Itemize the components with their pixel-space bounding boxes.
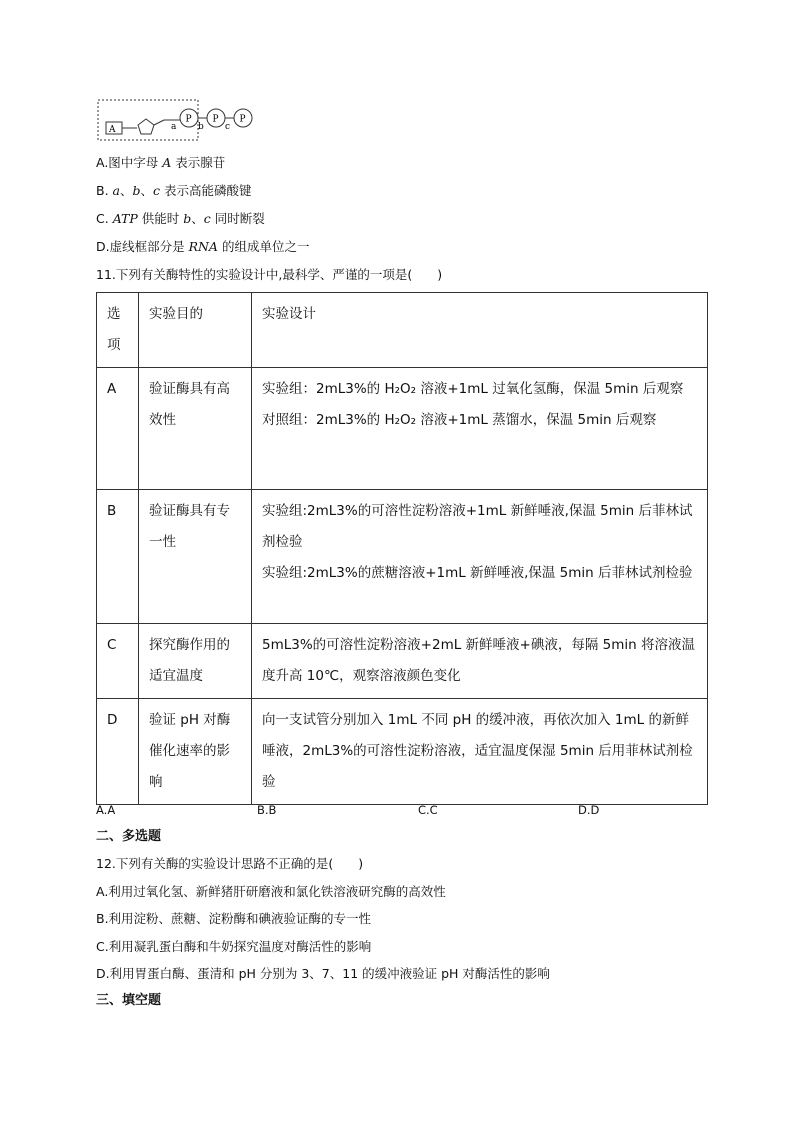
section-3-title: 三、填空题 xyxy=(96,993,162,1008)
q10-option-c: C. ATP 供能时 b、c 同时断裂 xyxy=(96,211,265,226)
q11-answer-a: A.A xyxy=(96,803,116,817)
header-design: 实验设计 xyxy=(262,306,316,322)
q12-stem: 12.下列有关酶的实验设计思路不正确的是( ) xyxy=(96,856,364,871)
q10-option-a: A.图中字母 A 表示腺苷 xyxy=(96,155,226,170)
atp-structure-diagram xyxy=(96,98,266,144)
svg-text:P: P xyxy=(185,114,192,125)
table-row: B 验证酶具有专一性 实验组:2mL3%的可溶性淀粉溶液+1mL 新鲜唾液,保温 5min 后菲林试剂检验 实验组:2mL3%的蔗糖溶液+1mL 新鲜唾液,保温 5min 后菲林试剂检验 xyxy=(97,490,708,624)
table-row: D 验证 pH 对酶催化速率的影响 向一支试管分别加入 1mL 不同 pH 的缓冲液，再依次加入 1mL 的新鲜唾液，2mL3%的可溶性淀粉溶液，适宜温度保湿 5min 后用菲林试剂检验 xyxy=(97,699,708,805)
header-purpose: 实验目的 xyxy=(149,306,203,322)
header-option: 选项 xyxy=(107,306,121,353)
bond-b-label: b xyxy=(198,122,204,132)
bond-a-label: a xyxy=(171,122,177,132)
svg-text:P: P xyxy=(212,114,219,125)
q11-answer-c: C.C xyxy=(418,803,438,817)
q12-option-b: B.利用淀粉、蔗糖、淀粉酶和碘液验证酶的专一性 xyxy=(96,911,372,926)
q11-stem: 11.下列有关酶特性的实验设计中,最科学、严谨的一项是( ) xyxy=(96,267,443,282)
table-header-row xyxy=(97,293,708,368)
q12-option-a: A.利用过氧化氢、新鲜猪肝研磨液和氯化铁溶液研究酶的高效性 xyxy=(96,884,446,899)
q11-answer-d: D.D xyxy=(578,803,600,817)
svg-text:P: P xyxy=(239,114,246,125)
q11-table xyxy=(96,292,708,805)
table-row: C 探究酶作用的适宜温度 5mL3%的可溶性淀粉溶液+2mL 新鲜唾液+碘液，每隔 5min 将溶液温度升高 10℃，观察溶液颜色变化 xyxy=(97,624,708,699)
q12-option-d: D.利用胃蛋白酶、蛋清和 pH 分别为 3、7、11 的缓冲液验证 pH 对酶活性的影响 xyxy=(96,966,550,981)
bond-c-label: c xyxy=(225,122,231,132)
q10-option-d: D.虚线框部分是 RNA 的组成单位之一 xyxy=(96,239,310,254)
q10-option-b: B. a、b、c 表示高能磷酸键 xyxy=(96,183,252,198)
base-label: A xyxy=(109,125,116,135)
q12-option-c: C.利用凝乳蛋白酶和牛奶探究温度对酶活性的影响 xyxy=(96,939,372,954)
ribose-pentagon xyxy=(138,119,154,134)
q11-answer-b: B.B xyxy=(257,803,277,817)
table-row: A 验证酶具有高效性 实验组：2mL3%的 H₂O₂ 溶液+1mL 过氧化氢酶，保温 5min 后观察 对照组：2mL3%的 H₂O₂ 溶液+1mL 蒸馏水，保温 5min 后观察 xyxy=(97,368,708,490)
section-2-title: 二、多选题 xyxy=(96,829,162,844)
